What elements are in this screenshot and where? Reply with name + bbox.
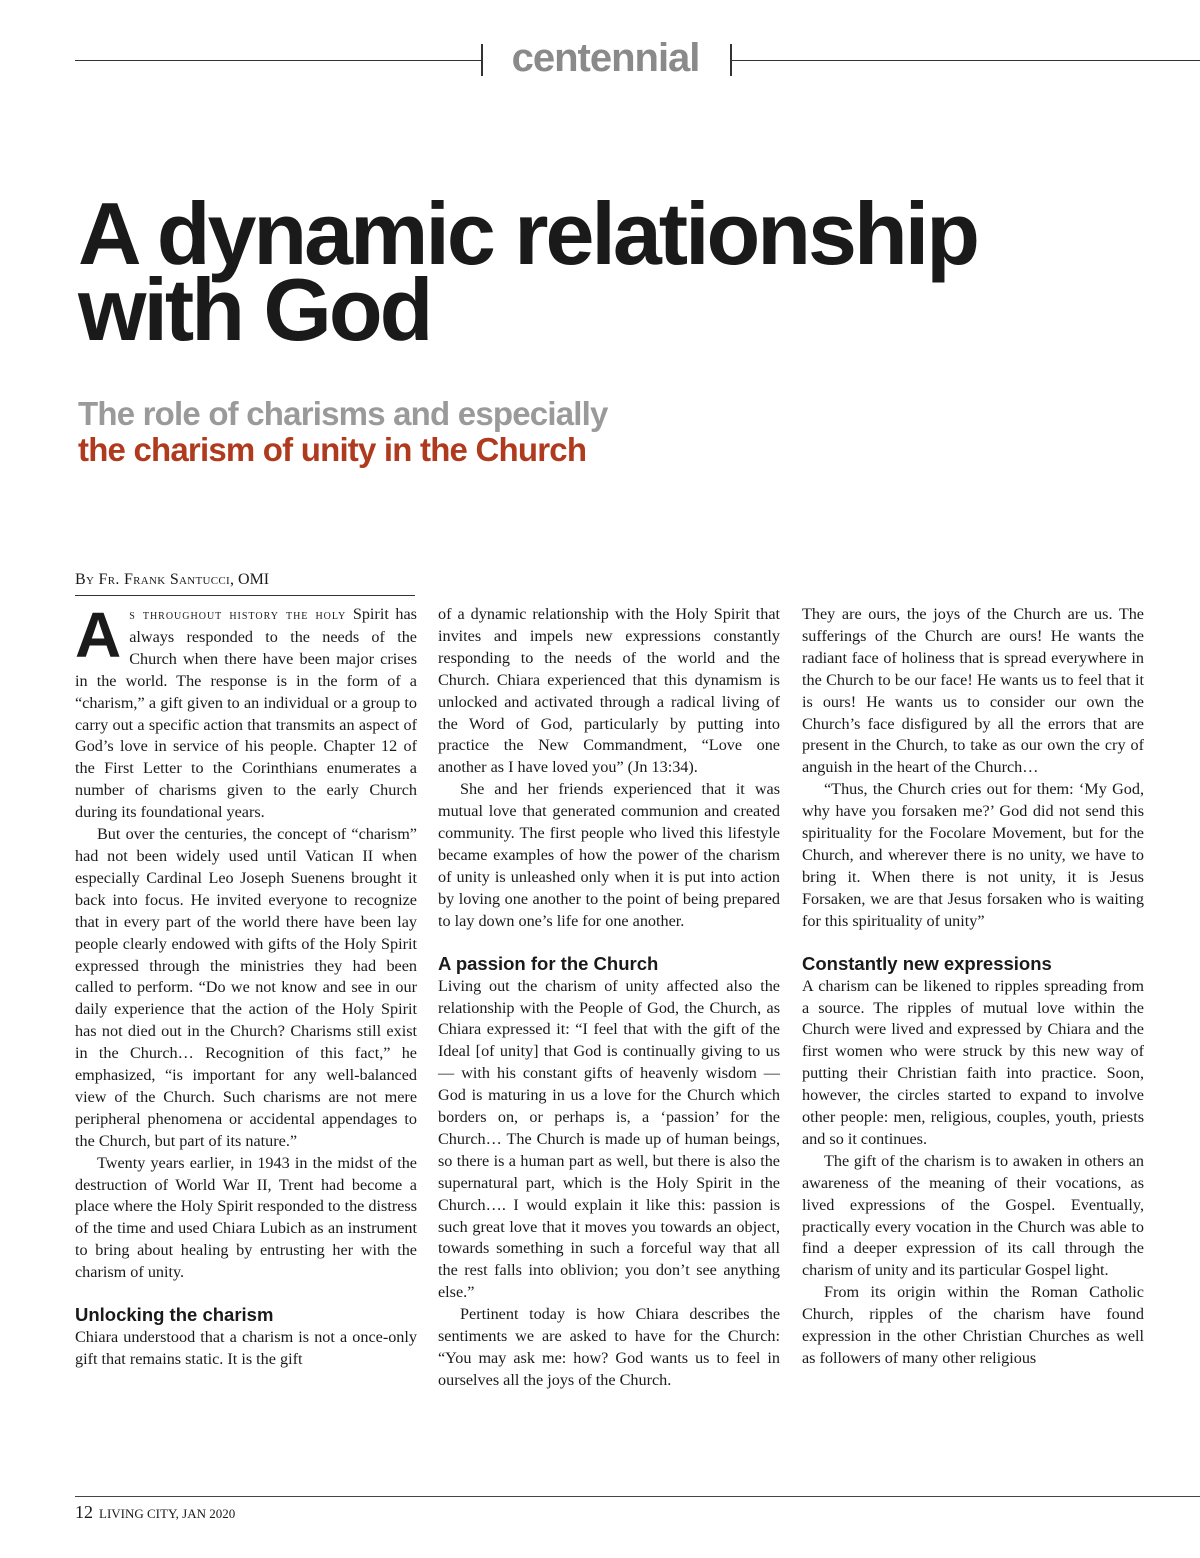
byline bbox=[75, 571, 415, 596]
article-deck bbox=[78, 396, 1078, 468]
subheading-expressions: Constantly new expressions bbox=[802, 952, 1052, 974]
deck-line-2: the charism of unity in the Church bbox=[78, 431, 587, 468]
paragraph: “Thus, the Church cries out for them: ‘My God, why have you forsaken me?’ God did not send this spirituality for the Focolare Movement, but for the Church, and wherever there is no unity, we have to bring it. When there is not unity, it is Jesus Forsaken, we are that Jesus forsaken who is waiting for this spirituality of unity” bbox=[802, 780, 1144, 930]
byline-suffix: , OMI bbox=[230, 571, 270, 588]
paragraph: Chiara understood that a charism is not a once-only gift that remains static. It is the gift bbox=[75, 1328, 417, 1368]
paragraph-text: Spirit has always responded to the needs of the Church when there have been major crises in the world. The response is in the form of a “charism,” a gift given to an individual or a group to carry out a specific action that transmits an aspect of God’s love in service of his people. Chapter 12 of the First Letter to the Corinthians enumerates a number of charisms given to the early Church during its foundational years. bbox=[75, 605, 417, 822]
paragraph: of a dynamic relationship with the Holy Spirit that invites and impels new expressions constantly responding to the needs of the world and the Church. Chiara experienced that this dynamism is unlocked and activated through a radical living of the Word of God, particularly by putting into practice the New Commandment, “Love one another as I have loved you” (Jn 13:34). bbox=[438, 605, 780, 777]
deck-line-1: The role of charisms and especially bbox=[78, 395, 608, 432]
article-column-1 bbox=[75, 599, 417, 1371]
headline-line-1: A dynamic relationship bbox=[78, 184, 977, 283]
section-label: centennial bbox=[511, 36, 700, 80]
paragraph: Pertinent today is how Chiara describes the sentiments we are asked to have for the Church: “You may ask me: how? God wants us to feel in ourselves all the joys of the Church. bbox=[438, 1305, 780, 1389]
subheading-unlocking: Unlocking the charism bbox=[75, 1304, 274, 1326]
article-column-3 bbox=[802, 604, 1144, 1370]
headline-line-2: with God bbox=[78, 260, 431, 359]
header-rule-left bbox=[75, 60, 481, 61]
paragraph: She and her friends experienced that it was mutual love that generated communion and created community. The first people who lived this lifestyle became examples of how the power of the charism of unity is unleashed only when it is put into action by loving one another to the point of being prepared to lay down one’s life for one another. bbox=[438, 780, 780, 930]
subheading-passion: A passion for the Church bbox=[438, 952, 659, 974]
page-number: 12 bbox=[75, 1502, 93, 1522]
article-column-2 bbox=[438, 604, 780, 1392]
byline-author: By Fr. Frank Santucci bbox=[75, 571, 231, 588]
footer-rule bbox=[75, 1496, 1200, 1497]
paragraph bbox=[75, 599, 417, 824]
paragraph: Twenty years earlier, in 1943 in the midst of the destruction of World War II, Trent had become a place where the Holy Spirit responded to the distress of the time and used Chiara Lubich as an instrument to bring about healing by entrusting her with the charism of unity. bbox=[75, 1153, 417, 1282]
paragraph: The gift of the charism is to awaken in others an awareness of the meaning of their vocations, as lived expressions of the Gospel. Eventually, practically every vocation in the Church was able to find a deeper expression of its call through the charism of unity and its particular Gospel light. bbox=[802, 1151, 1144, 1280]
article-headline bbox=[78, 184, 1178, 359]
paragraph: But over the centuries, the concept of “charism” had not been widely used until Vatican II when especially Cardinal Leo Joseph Suenens brought it back into focus. He invited everyone to recognize that in every part of the world there have been lay people clearly endowed with gifts of the Holy Spirit expressed through the ministries they had been called to perform. “Do we not know and see in our daily experience that the action of the Holy Spirit has not died out in the Church? Charisms still exist in the Church… Recognition of this fact,” he emphasized, “is important for any well-balanced view of the Church. Such charisms are not mere peripheral phenomena or accidental appendages to the Church, but part of its nature.” bbox=[75, 825, 417, 1150]
paragraph: They are ours, the joys of the Church are us. The sufferings of the Church are ours! He wants the radiant face of holiness that is spread everywhere in the Church to be our face! He wants us to feel that it is ours! He wants us to consider our own the Church’s face disfigured by all the errors that are present in the Church, to take as our own the cry of anguish in the heart of the Church… bbox=[802, 605, 1144, 777]
paragraph: Living out the charism of unity affected also the relationship with the People of God, the Church, as Chiara expressed it: “I feel that with the gift of the Ideal [of unity] that God is continually giving to us — with his constant gifts of heavenly wisdom — God is maturing in us a love for the Church which borders on, or perhaps is, a ‘passion’ for the Church… The Church is made up of human beings, so there is a human part as well, but there is also the supernatural part, which is the Holy Spirit in the Church…. I would explain it like this: passion is such great love that it moves you towards an object, towards something in such a forceful way that all the rest falls into oblivion; you don’t see anything else.” bbox=[438, 976, 780, 1302]
paragraph: From its origin within the Roman Catholic Church, ripples of the charism have found expression in the other Christian Churches as well as followers of many other religious bbox=[802, 1283, 1144, 1367]
page-footer bbox=[75, 1502, 235, 1523]
publication-info: LIVING CITY, JAN 2020 bbox=[99, 1506, 236, 1521]
drop-cap: A bbox=[75, 599, 122, 671]
lead-in: s throughout history the holy bbox=[129, 608, 347, 623]
paragraph: A charism can be likened to ripples spreading from a source. The ripples of mutual love within the Church were lived and expressed by Chiara and the first women who were struck by this new way of putting their Christian faith into practice. Soon, however, the circles started to expand to involve other people: men, religious, couples, youth, priests and so it continues. bbox=[802, 976, 1144, 1148]
section-header bbox=[75, 36, 1200, 80]
header-rule-right bbox=[731, 60, 1200, 61]
